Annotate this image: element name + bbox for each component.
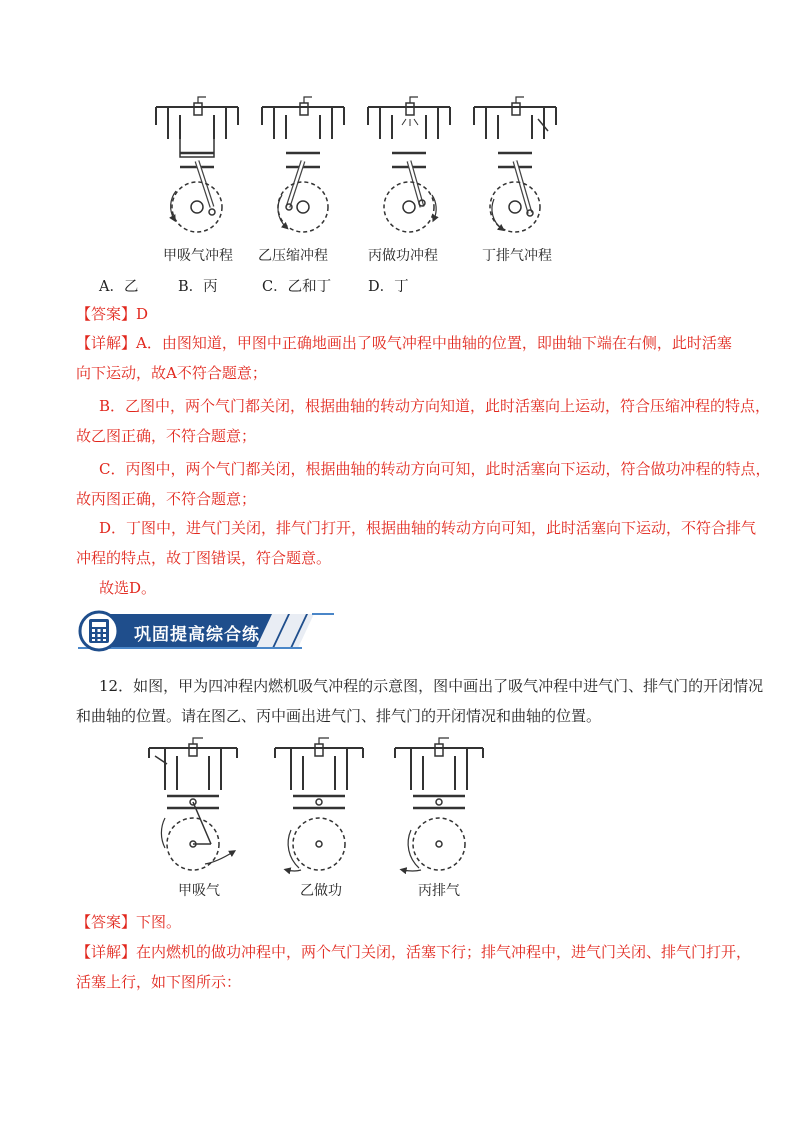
caption-ding: 丁排气冲程 [482,248,552,264]
detail-label: 【详解】 [76,943,137,961]
engine-jia-intake [149,738,237,870]
detail-1-line-4: C．丙图中，两个气门都关闭，根据曲轴的转动方向可知，此时活塞向下运动，符合做功冲程的特点， [99,460,771,478]
engine-ding [474,97,556,232]
caption-jia: 甲吸气冲程 [163,248,233,264]
answer-label: 【答案】 [76,305,137,323]
detail-text: A．由图知道，甲图中正确地画出了吸气冲程中曲轴的位置，即曲轴下端在右侧，此时活塞 [136,334,732,352]
caption-yi: 乙压缩冲程 [258,248,328,264]
answer-value: D [136,305,149,323]
engine-bing [368,97,450,232]
caption-jia-intake: 甲吸气 [178,883,220,899]
caption-yi-power: 乙做功 [300,883,342,899]
caption-bing: 丙做功冲程 [368,248,438,264]
option-b: B．丙 [178,279,218,295]
answer-1 [76,304,148,324]
engine-figure-1 [150,95,570,245]
detail-1-line-7: 冲程的特点，故丁图错误，符合题意。 [76,549,332,567]
detail-1-line-0 [76,333,732,353]
detail-1-line-1: 向下运动，故A不符合题意； [76,364,267,382]
engine-bing-exhaust [395,738,483,871]
option-a: A．乙 [99,279,139,295]
option-c: C．乙和丁 [262,279,332,295]
engine-jia [156,97,238,232]
detail-label: 【详解】 [76,334,137,352]
engine-figure-2 [145,736,485,886]
detail-1-line-3: 故乙图正确，不符合题意； [76,427,257,445]
caption-bing-exhaust: 丙排气 [418,883,460,899]
question-12-line-0: 12．如图，甲为四冲程内燃机吸气冲程的示意图，图中画出了吸气冲程中进气门、排气门的开闭情况 [99,677,764,695]
option-d: D．丁 [368,279,409,295]
detail-12-line-1: 活塞上行，如下图所示： [76,973,242,991]
detail-12-line-0 [76,942,751,962]
question-12-line-1: 和曲轴的位置。请在图乙、丙中画出进气门、排气门的开闭情况和曲轴的位置。 [76,707,602,725]
engine-yi [262,97,344,232]
engine-yi-power [275,738,363,871]
detail-text: 在内燃机的做功冲程中，两个气门关闭，活塞下行；排气冲程中，进气门关闭、排气门打开， [136,943,752,961]
detail-1-conclusion: 故选D。 [99,579,157,597]
detail-1-line-6: D．丁图中，进气门关闭，排气门打开，根据曲轴的转动方向可知，此时活塞向下运动，不符合排气 [99,519,757,537]
detail-1-line-5: 故丙图正确，不符合题意； [76,490,257,508]
section-title: 巩固提高综合练 [134,625,260,645]
answer-label: 【答案】 [76,913,137,931]
answer-12 [76,912,181,932]
answer-value: 下图。 [136,913,182,931]
detail-1-line-2: B．乙图中，两个气门都关闭，根据曲轴的转动方向知道，此时活塞向上运动，符合压缩冲程的特点， [99,397,771,415]
calculator-icon [89,619,109,643]
